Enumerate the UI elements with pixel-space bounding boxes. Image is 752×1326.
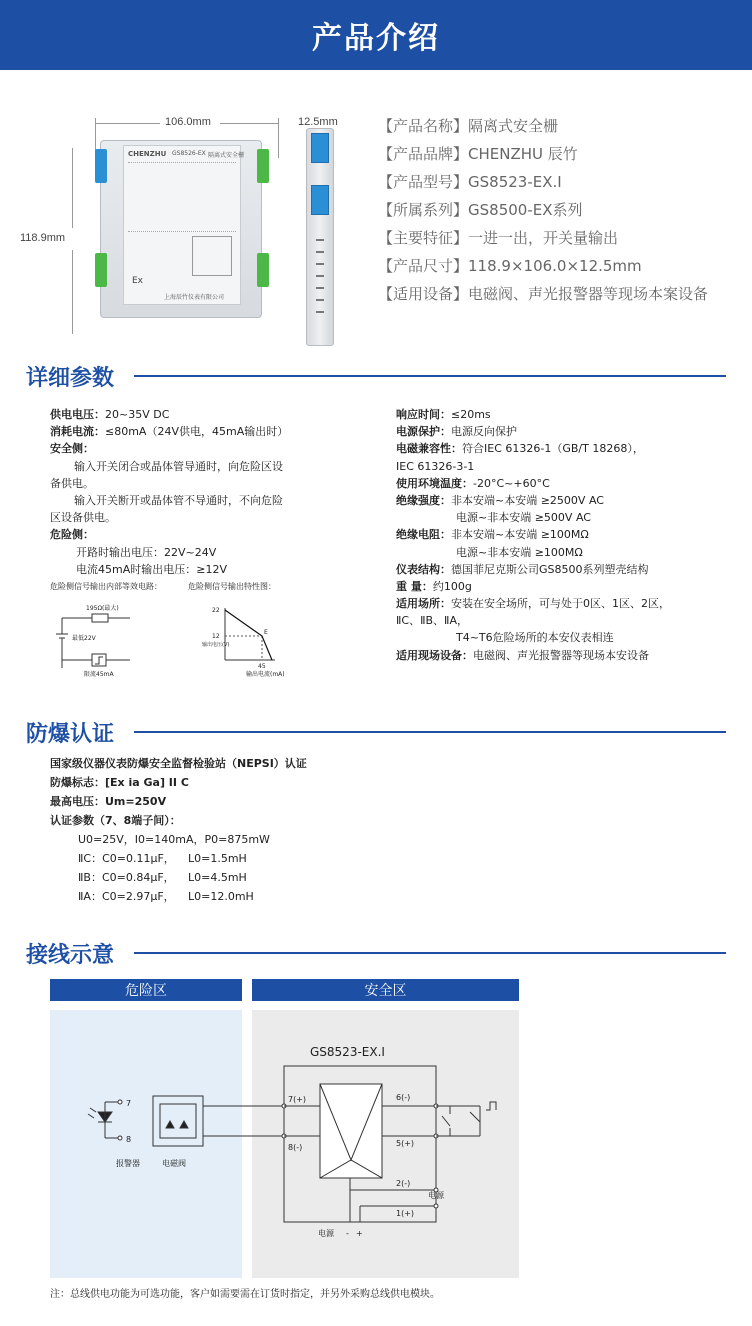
terminal-6: 6(-) [396,1093,411,1102]
section-heading-params [26,361,114,391]
circuit-resistor-label: 195Ω(最大) [86,605,119,612]
alarm-label: 报警器 [116,1159,140,1168]
section-divider [134,952,726,954]
spec-item: 【所属系列】GS8500-EX系列 [378,201,583,219]
section-title: 防爆认证 [26,721,115,747]
section-divider [134,731,726,733]
vent-icon [316,311,324,313]
terminal-7: 7(+) [288,1095,307,1104]
product-spec-list [378,114,748,310]
device-side-view [306,128,334,346]
terminal-2: 2(-) [396,1179,411,1188]
height-dimension: 118.9mm [20,232,66,244]
dim-line [95,123,160,124]
dim-line [72,250,73,334]
section-divider [134,375,726,377]
curve-y-tick: 22 [212,607,220,614]
spec-item: 【产品品牌】CHENZHU 辰竹 [378,145,578,163]
page-banner [0,0,752,70]
green-terminal-icon [257,149,269,183]
section-heading-cert [26,717,114,747]
width-dimension: 106.0mm [165,116,211,128]
dim-line [278,118,279,158]
wiring-note: 注：总线供电功能为可选功能，客户如需要需在订货时指定，并另外采购总线供电模块。 [50,1289,440,1300]
vent-icon [316,287,324,289]
spec-item: 【主要特征】一进一出，开关量输出 [378,229,619,247]
circuit-current-label: 限流45mA [84,671,114,678]
thickness-dimension: 12.5mm [298,116,338,128]
device-front-view [100,140,262,318]
circuit-caption: 危险侧信号输出内部等效电路： [50,581,162,591]
device-maker: 上海辰竹仪表有限公司 [164,294,225,301]
device-spec-block [128,162,236,232]
power-label-right: 电源 [428,1191,444,1200]
dim-line [72,148,73,228]
curve-point-e: E [264,629,268,636]
field-terminal-7: 7 [126,1099,132,1108]
curve-x-label: 输出电流(mA) [246,671,285,678]
device-schematic [192,236,232,276]
section-title: 详细参数 [26,365,115,391]
page-title: 产品介绍 [312,21,440,56]
curve-y-tick: 12 [212,633,220,640]
curve-y-label: 输出电压(V) [202,642,230,648]
blue-terminal-icon [311,133,329,163]
vent-icon [316,299,324,301]
blue-terminal-icon [95,149,107,183]
spec-item: 【产品尺寸】118.9×106.0×12.5mm [378,257,642,275]
terminal-5: 5(+) [396,1139,415,1148]
section-heading-wiring [26,938,114,968]
curve-caption: 危险侧信号输出特性图： [188,581,276,591]
device-brand: CHENZHU [128,150,167,158]
transistor-icon [470,1112,480,1122]
field-terminal-8: 8 [126,1135,132,1144]
blue-terminal-icon [311,185,329,215]
spec-item: 【适用设备】电磁阀、声光报警器等现场本案设备 [378,285,709,303]
device-label [123,145,245,305]
power-plus: + [356,1229,363,1238]
vent-icon [316,275,324,277]
power-label: 电源 [318,1229,334,1238]
isolator-block [320,1084,382,1178]
device-badge: 隔离式安全栅 [208,152,245,159]
wiring-model-label: GS8523-EX.I [310,1045,385,1059]
params-right: 响应时间：≤20ms 电源保护：电源反向保护 电磁兼容性：符合IEC 61326-1（GB/T 18268）， IEC 61326-3-1 使用环境温度：-20°C~+60°C 绝缘强度：非本安端~本安端 ≥2500V AC 电源~非本安端 ≥500V AC 绝缘电阻：非本安端~本安端 ≥100MΩ 电源~非本安端 ≥100MΩ 仪表结构：德国菲尼克斯公司GS8500系列塑壳结构 重 量：约100g 适用场所：安装在安全场所，可与处于0区、1区、2区， ⅡC、ⅡB、ⅡA， T4~T6危险场所的本安仪表相连 适用现场设备：电磁阀、声光报警器等现场本安设备 [396,408,670,662]
spec-item: 【产品型号】GS8523-EX.I [378,173,562,191]
cert-block: 国家级仪器仪表防爆安全监督检验站（NEPSI）认证 防爆标志：[Ex ia Ga] II C 最高电压：Um=250V 认证参数（7、8端子间）： U0=25V，I0=140mA，P0=875mW ⅡC：C0=0.11μF， L0=1.5mH ⅡB：C0=0.84μF， L0=4.5mH ⅡA：C0=2.97μF， L0=12.0mH [50,757,307,903]
zone-safe-header: 安全区 [252,979,519,1001]
green-terminal-icon [95,253,107,287]
zone-danger-header: 危险区 [50,979,242,1001]
dim-line [220,123,278,124]
device-ex-mark: Ex [132,276,144,286]
curve-x-tick: 45 [258,663,266,670]
terminal-1: 1(+) [396,1209,415,1218]
vent-icon [316,239,324,241]
device-model: GS8526-EX [172,150,206,157]
valve-label: 电磁阀 [162,1159,186,1168]
params-left: 供电电压：20~35V DC 消耗电流：≤80mA（24V供电，45mA输出时） 安全侧： 输入开关闭合或晶体管导通时，向危险区设 备供电。 输入开关断开或晶体管不导通时，不向危险 区设备供电。 危险侧： 开路时输出电压：22V~24V 电流45mA时输出电压：≥12V 危险侧信号输出内部等效电路： 危险侧信号输出特性图： [50,406,380,595]
section-title: 接线示意 [26,942,115,968]
equivalent-circuit-diagram [50,598,300,682]
power-minus: - [346,1229,349,1238]
vent-icon [316,251,324,253]
terminal-8: 8(-) [288,1143,303,1152]
wiring-diagram [50,1010,520,1278]
switch-icon [442,1116,450,1126]
green-terminal-icon [257,253,269,287]
circuit-voltage-label: 最低22V [72,635,96,642]
vent-icon [316,263,324,265]
spec-item: 【产品名称】隔离式安全栅 [378,117,559,135]
